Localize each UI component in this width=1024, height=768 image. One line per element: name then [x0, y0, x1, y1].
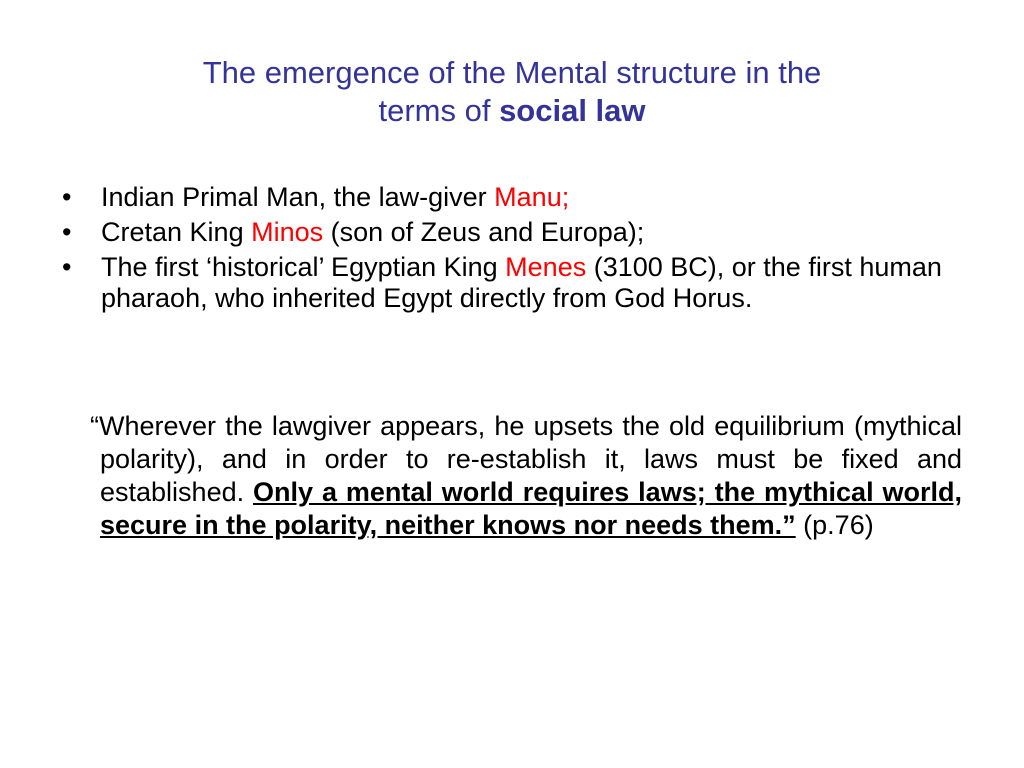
bullet-dot-icon: • [62, 182, 72, 212]
bullet-text-post: (son of Zeus and Europa); [323, 217, 645, 247]
quote-emphasis: Only a mental world requires laws; the mythical world, secure in the polarity, neither knows nor needs them.” [100, 477, 962, 540]
bullet-item-manu [62, 182, 982, 213]
slide-title [60, 54, 964, 130]
bullet-item-minos [62, 217, 982, 248]
bullet-highlight: Menes [505, 252, 587, 282]
bullet-dot-icon: • [62, 217, 72, 247]
quote-paragraph [90, 410, 962, 542]
bullet-highlight: Manu; [494, 182, 570, 212]
bullet-highlight: Minos [251, 217, 324, 247]
bullet-text-post: (3100 BC), or the first human pharaoh, who inherited Egypt directly from God Horus. [101, 252, 942, 313]
bullet-list [62, 182, 982, 318]
bullet-dot-icon: • [62, 252, 72, 282]
title-line-2-prefix: terms of [378, 93, 500, 128]
title-line-2-bold: social law [499, 93, 646, 128]
quote-citation: (p.76) [795, 510, 874, 540]
quote-text: “Wherever the lawgiver appears, he upsets the old equilibrium (mythical polarity), and in order to re-establish it, laws must be fixed and established. [90, 411, 962, 507]
title-line-1: The emergence of the Mental structure in the [202, 55, 822, 90]
bullet-item-menes [62, 252, 982, 314]
bullet-text-pre: The first ‘historical’ Egyptian King [101, 252, 506, 282]
bullet-text-pre: Cretan King [101, 217, 252, 247]
bullet-text-pre: Indian Primal Man, the law-giver [101, 182, 495, 212]
